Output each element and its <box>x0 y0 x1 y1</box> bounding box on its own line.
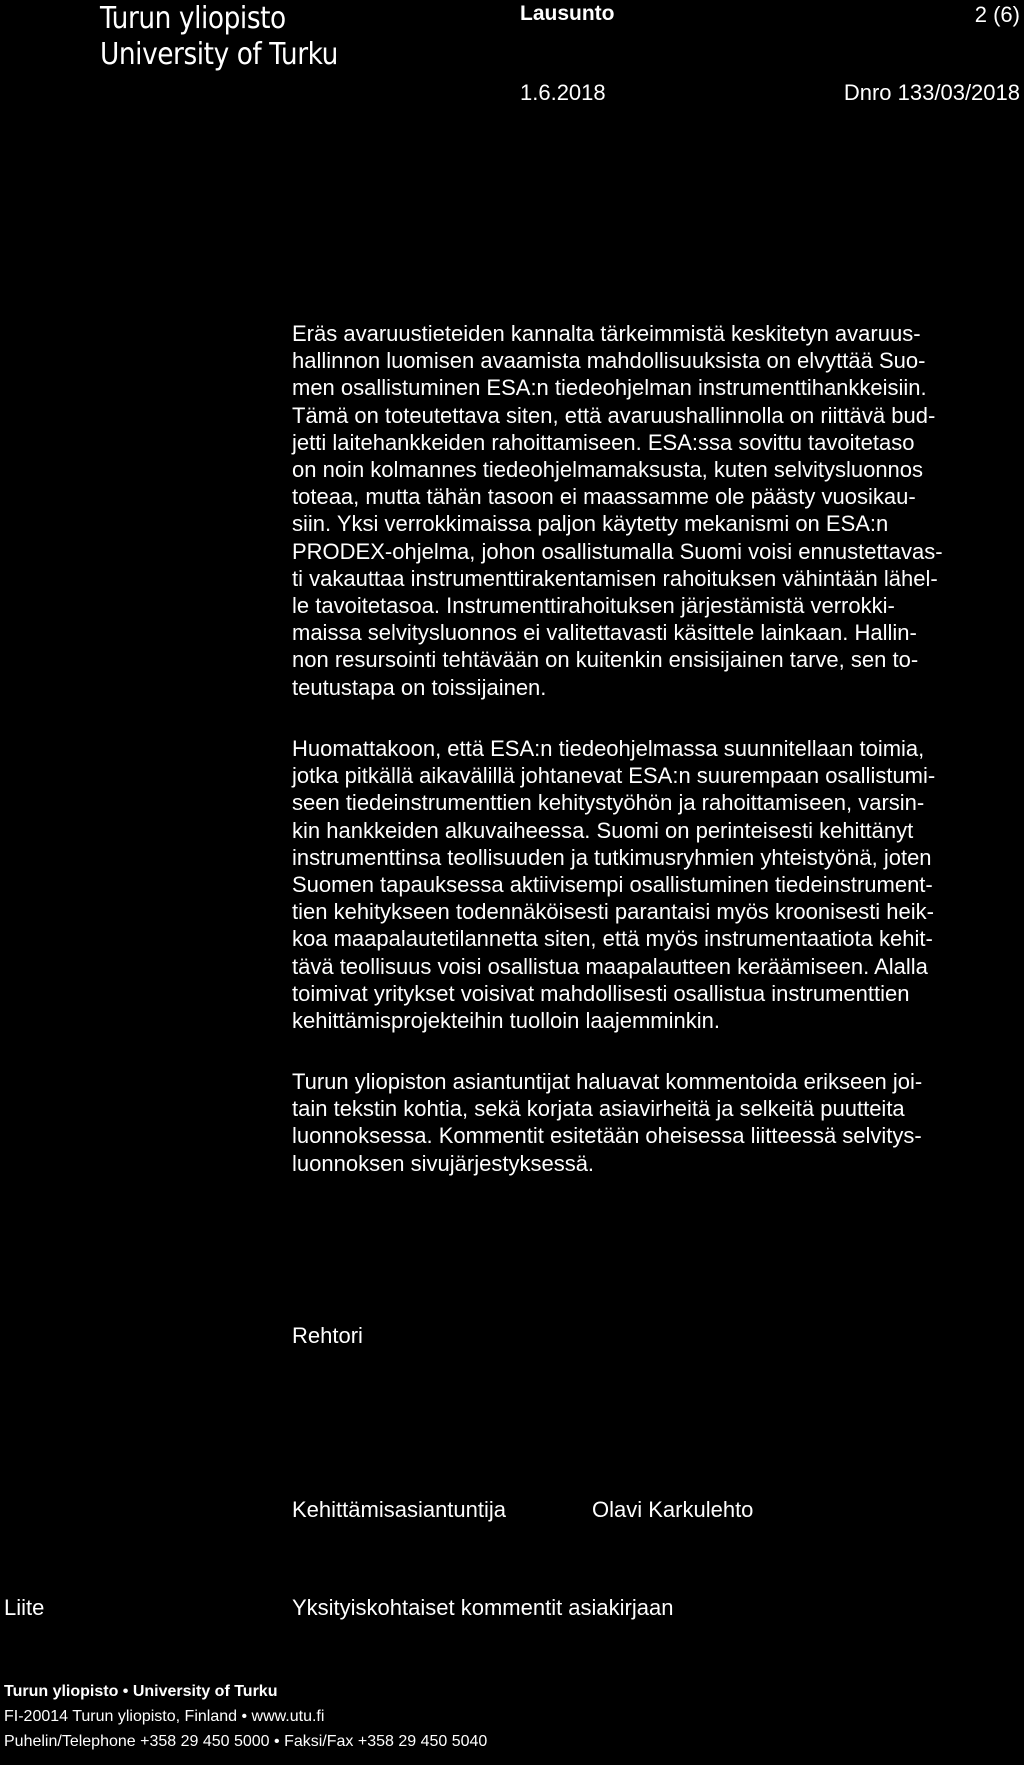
body-paragraph-1 <box>292 320 1010 701</box>
paragraph-line: tien kehitykseen todennäköisesti parantaisi myös kroonisesti heik- <box>292 899 934 925</box>
paragraph-line: jetti laitehankkeiden rahoittamiseen. ESA:ssa sovittu tavoitetaso <box>292 429 915 455</box>
paragraph-line: Turun yliopiston asiantuntijat haluavat kommentoida erikseen joi- <box>292 1069 923 1094</box>
paragraph-line: kin hankkeiden alkuvaiheessa. Suomi on perinteisesti kehittänyt <box>292 817 914 843</box>
body-paragraph-3 <box>292 1068 1010 1177</box>
paragraph-line: kehittämisprojekteihin tuolloin laajemminkin. <box>292 1008 720 1034</box>
paragraph-line: ti vakauttaa instrumenttirakentamisen rahoituksen vähintään lähel- <box>292 565 938 591</box>
paragraph-line: men osallistuminen ESA:n tiedeohjelman instrumenttihankkeisiin. <box>292 375 927 401</box>
paragraph-line: hallinnon luomisen avaamista mahdollisuuksista on elvyttää Suo- <box>292 348 926 374</box>
paragraph-line: siin. Yksi verrokkimaissa paljon käytetty mekanismi on ESA:n <box>292 511 889 537</box>
document-date: 1.6.2018 <box>520 80 606 105</box>
paragraph-line: le tavoitetasoa. Instrumenttirahoituksen järjestämistä verrokki- <box>292 593 895 619</box>
paragraph-line: PRODEX-ohjelma, johon osallistumalla Suomi voisi ennustettavas- <box>292 538 943 564</box>
paragraph-line: toteaa, mutta tähän tasoon ei maassamme ole päästy vuosikau- <box>292 484 916 510</box>
paragraph-line: koa maapalautetilannetta siten, että myös instrumentaatiota kehit- <box>292 926 933 952</box>
attachment-description: Yksityiskohtaiset kommentit asiakirjaan <box>292 1595 674 1620</box>
paragraph-line: tävä teollisuus voisi osallistua maapalautteen keräämiseen. Alalla <box>292 953 928 979</box>
document-type: Lausunto <box>520 2 615 25</box>
university-name-english: University of Turku <box>100 37 338 72</box>
paragraph-line: toimivat yritykset voisivat mahdollisesti osallistua instrumenttien <box>292 980 910 1006</box>
page-number: 2 (6) <box>974 2 1020 27</box>
footer-contact: Puhelin/Telephone +358 29 450 5000 • Faksi/Fax +358 29 450 5040 <box>4 1733 488 1750</box>
paragraph-line: seen tiedeinstrumenttien kehitystyöhön ja rahoittamiseen, varsin- <box>292 790 925 816</box>
paragraph-line: luonnoksen sivujärjestyksessä. <box>292 1150 595 1176</box>
paragraph-line: non resursointi tehtävään on kuitenkin ensisijainen tarve, sen to- <box>292 647 919 673</box>
paragraph-line: maissa selvitysluonnos ei valitettavasti käsittele lainkaan. Hallin- <box>292 620 917 646</box>
paragraph-line: Eräs avaruustieteiden kannalta tärkeimmistä keskitetyn avaruus- <box>292 321 921 346</box>
signature-title-rector: Rehtori <box>292 1323 363 1348</box>
signature-title-development-expert: Kehittämisasiantuntija <box>292 1497 507 1522</box>
paragraph-line: jotka pitkällä aikavälillä johtanevat ESA:n suurempaan osallistumi- <box>292 763 936 789</box>
attachment-label: Liite <box>4 1595 45 1620</box>
paragraph-line: Suomen tapauksessa aktiivisempi osallistuminen tiedeinstrument- <box>292 872 933 898</box>
footer-address: FI-20014 Turun yliopisto, Finland • www.utu.fi <box>4 1708 325 1725</box>
university-name-finnish: Turun yliopisto <box>100 1 286 36</box>
paragraph-line: luonnoksessa. Kommentit esitetään oheisessa liitteessä selvitys- <box>292 1123 922 1149</box>
signature-name: Olavi Karkulehto <box>592 1497 754 1522</box>
paragraph-line: instrumenttinsa teollisuuden ja tutkimusryhmien yhteistyönä, joten <box>292 844 932 870</box>
paragraph-line: on noin kolmannes tiedeohjelmamaksusta, kuten selvitysluonnos <box>292 457 924 483</box>
paragraph-line: teutustapa on toissijainen. <box>292 674 547 700</box>
paragraph-line: Tämä on toteutettava siten, että avaruushallinnolla on riittävä bud- <box>292 402 936 428</box>
paragraph-line: Huomattakoon, että ESA:n tiedeohjelmassa suunnitellaan toimia, <box>292 736 925 761</box>
paragraph-line: tain tekstin kohtia, sekä korjata asiavirheitä ja selkeitä puutteita <box>292 1096 905 1122</box>
document-reference-number: Dnro 133/03/2018 <box>843 80 1020 105</box>
body-paragraph-2 <box>292 735 1010 1034</box>
footer-organization: Turun yliopisto • University of Turku <box>4 1683 278 1700</box>
